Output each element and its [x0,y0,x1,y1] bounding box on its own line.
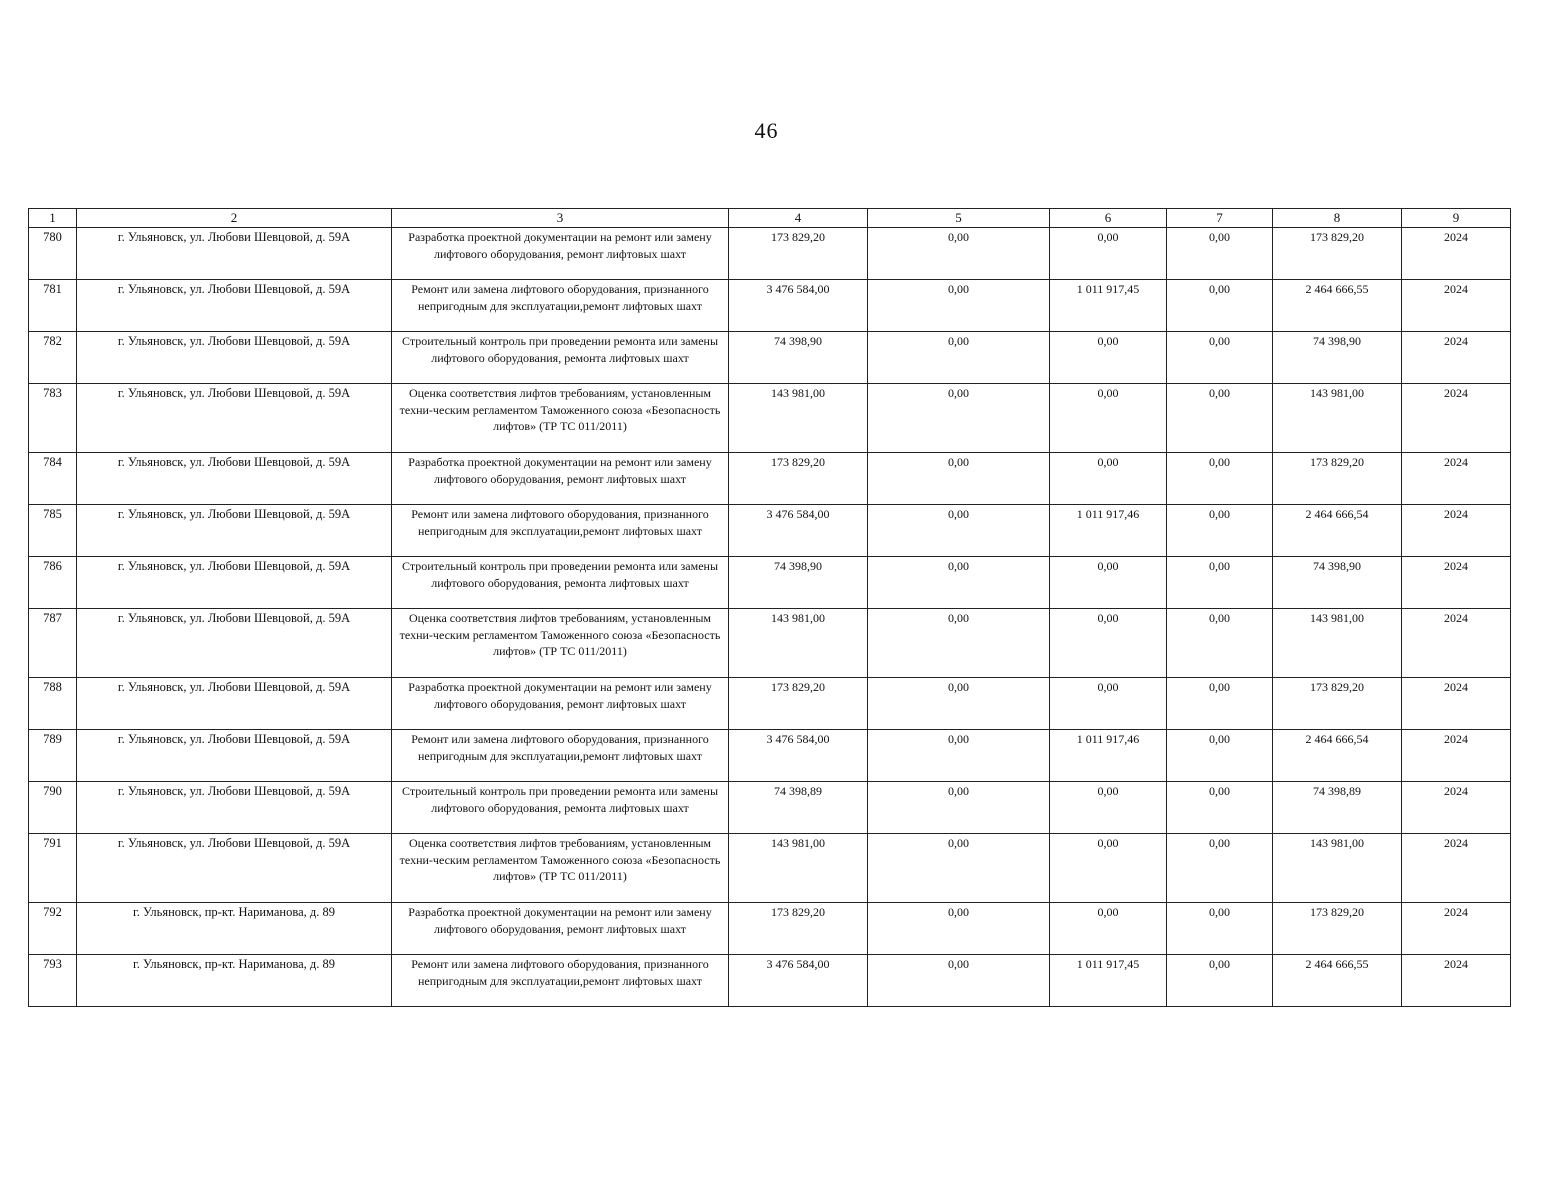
row-value-col5: 0,00 [868,280,1050,332]
table-row [29,903,1511,955]
table-row [29,280,1511,332]
row-year: 2024 [1402,228,1511,280]
row-number: 780 [29,228,77,280]
row-address: г. Ульяновск, ул. Любови Шевцовой, д. 59А [77,678,392,730]
row-value-col7: 0,00 [1167,730,1273,782]
row-value-col7: 0,00 [1167,903,1273,955]
row-year: 2024 [1402,280,1511,332]
row-address: г. Ульяновск, ул. Любови Шевцовой, д. 59А [77,609,392,678]
row-work-type: Ремонт или замена лифтового оборудования, признанного непригодным для эксплуатации,ремонт лифтовых шахт [392,730,729,782]
row-value-col4: 143 981,00 [729,609,868,678]
row-year: 2024 [1402,834,1511,903]
row-value-col5: 0,00 [868,453,1050,505]
row-work-type: Разработка проектной документации на ремонт или замену лифтового оборудования, ремонт лифтовых шахт [392,678,729,730]
row-value-col8: 74 398,90 [1273,557,1402,609]
row-year: 2024 [1402,955,1511,1007]
register-table [28,208,1511,1007]
row-year: 2024 [1402,678,1511,730]
row-value-col7: 0,00 [1167,453,1273,505]
row-value-col5: 0,00 [868,730,1050,782]
row-number: 793 [29,955,77,1007]
row-value-col4: 3 476 584,00 [729,955,868,1007]
column-header: 4 [729,209,868,228]
row-address: г. Ульяновск, ул. Любови Шевцовой, д. 59А [77,834,392,903]
row-work-type: Ремонт или замена лифтового оборудования, признанного непригодным для эксплуатации,ремонт лифтовых шахт [392,505,729,557]
table-row [29,453,1511,505]
column-header: 9 [1402,209,1511,228]
row-work-type: Разработка проектной документации на ремонт или замену лифтового оборудования, ремонт лифтовых шахт [392,453,729,505]
row-work-type: Оценка соответствия лифтов требованиям, установленным техни-ческим регламентом Таможенного союза «Безопасность лифтов» (ТР ТС 011/2011) [392,384,729,453]
row-value-col7: 0,00 [1167,332,1273,384]
row-value-col8: 2 464 666,54 [1273,730,1402,782]
row-value-col5: 0,00 [868,609,1050,678]
row-number: 785 [29,505,77,557]
row-value-col6: 0,00 [1050,782,1167,834]
row-value-col6: 0,00 [1050,228,1167,280]
row-value-col5: 0,00 [868,557,1050,609]
row-value-col4: 173 829,20 [729,678,868,730]
row-year: 2024 [1402,505,1511,557]
row-work-type: Строительный контроль при проведении ремонта или замены лифтового оборудования, ремонта лифтовых шахт [392,332,729,384]
row-value-col6: 0,00 [1050,557,1167,609]
row-value-col6: 1 011 917,45 [1050,280,1167,332]
table-row [29,834,1511,903]
column-header: 6 [1050,209,1167,228]
column-header: 1 [29,209,77,228]
row-work-type: Строительный контроль при проведении ремонта или замены лифтового оборудования, ремонта лифтовых шахт [392,782,729,834]
row-number: 781 [29,280,77,332]
row-address: г. Ульяновск, ул. Любови Шевцовой, д. 59А [77,228,392,280]
row-value-col7: 0,00 [1167,228,1273,280]
row-value-col6: 1 011 917,46 [1050,730,1167,782]
row-work-type: Разработка проектной документации на ремонт или замену лифтового оборудования, ремонт лифтовых шахт [392,228,729,280]
row-value-col4: 74 398,89 [729,782,868,834]
table-header-row [29,209,1511,228]
row-value-col4: 3 476 584,00 [729,505,868,557]
row-value-col8: 2 464 666,55 [1273,955,1402,1007]
table-row [29,730,1511,782]
row-value-col5: 0,00 [868,782,1050,834]
column-header: 8 [1273,209,1402,228]
row-value-col8: 173 829,20 [1273,228,1402,280]
table-row [29,955,1511,1007]
row-value-col7: 0,00 [1167,505,1273,557]
row-value-col8: 2 464 666,55 [1273,280,1402,332]
row-number: 786 [29,557,77,609]
table-row [29,557,1511,609]
row-work-type: Разработка проектной документации на ремонт или замену лифтового оборудования, ремонт лифтовых шахт [392,903,729,955]
row-work-type: Оценка соответствия лифтов требованиям, установленным техни-ческим регламентом Таможенного союза «Безопасность лифтов» (ТР ТС 011/2011) [392,609,729,678]
column-header: 7 [1167,209,1273,228]
row-value-col6: 0,00 [1050,678,1167,730]
row-number: 789 [29,730,77,782]
row-work-type: Ремонт или замена лифтового оборудования, признанного непригодным для эксплуатации,ремонт лифтовых шахт [392,280,729,332]
row-value-col6: 1 011 917,45 [1050,955,1167,1007]
row-value-col4: 3 476 584,00 [729,730,868,782]
table-row [29,332,1511,384]
row-value-col7: 0,00 [1167,280,1273,332]
row-value-col7: 0,00 [1167,678,1273,730]
row-value-col4: 173 829,20 [729,228,868,280]
row-number: 788 [29,678,77,730]
row-value-col6: 0,00 [1050,332,1167,384]
row-value-col6: 0,00 [1050,903,1167,955]
row-address: г. Ульяновск, ул. Любови Шевцовой, д. 59А [77,280,392,332]
row-value-col5: 0,00 [868,332,1050,384]
row-value-col5: 0,00 [868,834,1050,903]
row-number: 787 [29,609,77,678]
row-address: г. Ульяновск, пр-кт. Нариманова, д. 89 [77,903,392,955]
row-year: 2024 [1402,782,1511,834]
row-value-col7: 0,00 [1167,557,1273,609]
row-value-col4: 143 981,00 [729,384,868,453]
row-value-col6: 1 011 917,46 [1050,505,1167,557]
row-number: 790 [29,782,77,834]
row-value-col4: 173 829,20 [729,453,868,505]
row-year: 2024 [1402,609,1511,678]
row-value-col5: 0,00 [868,228,1050,280]
row-number: 791 [29,834,77,903]
row-value-col7: 0,00 [1167,782,1273,834]
table-row [29,609,1511,678]
row-value-col6: 0,00 [1050,834,1167,903]
table-row [29,782,1511,834]
row-value-col7: 0,00 [1167,609,1273,678]
row-address: г. Ульяновск, ул. Любови Шевцовой, д. 59А [77,730,392,782]
row-number: 784 [29,453,77,505]
row-value-col8: 143 981,00 [1273,384,1402,453]
column-header: 5 [868,209,1050,228]
row-year: 2024 [1402,332,1511,384]
row-value-col6: 0,00 [1050,609,1167,678]
row-work-type: Оценка соответствия лифтов требованиям, установленным техни-ческим регламентом Таможенного союза «Безопасность лифтов» (ТР ТС 011/2011) [392,834,729,903]
table-row [29,505,1511,557]
row-value-col6: 0,00 [1050,384,1167,453]
column-header: 2 [77,209,392,228]
row-value-col8: 173 829,20 [1273,678,1402,730]
row-address: г. Ульяновск, ул. Любови Шевцовой, д. 59А [77,384,392,453]
row-year: 2024 [1402,903,1511,955]
row-value-col7: 0,00 [1167,955,1273,1007]
row-address: г. Ульяновск, ул. Любови Шевцовой, д. 59А [77,782,392,834]
row-value-col4: 143 981,00 [729,834,868,903]
row-number: 782 [29,332,77,384]
table-row [29,678,1511,730]
row-value-col7: 0,00 [1167,834,1273,903]
row-number: 792 [29,903,77,955]
row-work-type: Ремонт или замена лифтового оборудования, признанного непригодным для эксплуатации,ремонт лифтовых шахт [392,955,729,1007]
row-value-col5: 0,00 [868,903,1050,955]
table-row [29,384,1511,453]
row-value-col8: 173 829,20 [1273,903,1402,955]
row-value-col5: 0,00 [868,505,1050,557]
row-address: г. Ульяновск, пр-кт. Нариманова, д. 89 [77,955,392,1007]
row-address: г. Ульяновск, ул. Любови Шевцовой, д. 59А [77,505,392,557]
row-value-col5: 0,00 [868,384,1050,453]
row-value-col7: 0,00 [1167,384,1273,453]
row-value-col8: 2 464 666,54 [1273,505,1402,557]
row-address: г. Ульяновск, ул. Любови Шевцовой, д. 59А [77,557,392,609]
row-value-col5: 0,00 [868,955,1050,1007]
row-value-col6: 0,00 [1050,453,1167,505]
row-value-col4: 3 476 584,00 [729,280,868,332]
row-value-col8: 143 981,00 [1273,834,1402,903]
row-value-col8: 74 398,90 [1273,332,1402,384]
row-value-col8: 173 829,20 [1273,453,1402,505]
row-number: 783 [29,384,77,453]
row-address: г. Ульяновск, ул. Любови Шевцовой, д. 59А [77,453,392,505]
row-year: 2024 [1402,730,1511,782]
row-year: 2024 [1402,453,1511,505]
page-number: 46 [754,118,779,143]
table-row [29,228,1511,280]
column-header: 3 [392,209,729,228]
row-year: 2024 [1402,557,1511,609]
row-value-col5: 0,00 [868,678,1050,730]
row-value-col4: 74 398,90 [729,332,868,384]
row-value-col4: 74 398,90 [729,557,868,609]
row-value-col4: 173 829,20 [729,903,868,955]
row-value-col8: 143 981,00 [1273,609,1402,678]
row-value-col8: 74 398,89 [1273,782,1402,834]
row-work-type: Строительный контроль при проведении ремонта или замены лифтового оборудования, ремонта лифтовых шахт [392,557,729,609]
row-year: 2024 [1402,384,1511,453]
row-address: г. Ульяновск, ул. Любови Шевцовой, д. 59А [77,332,392,384]
